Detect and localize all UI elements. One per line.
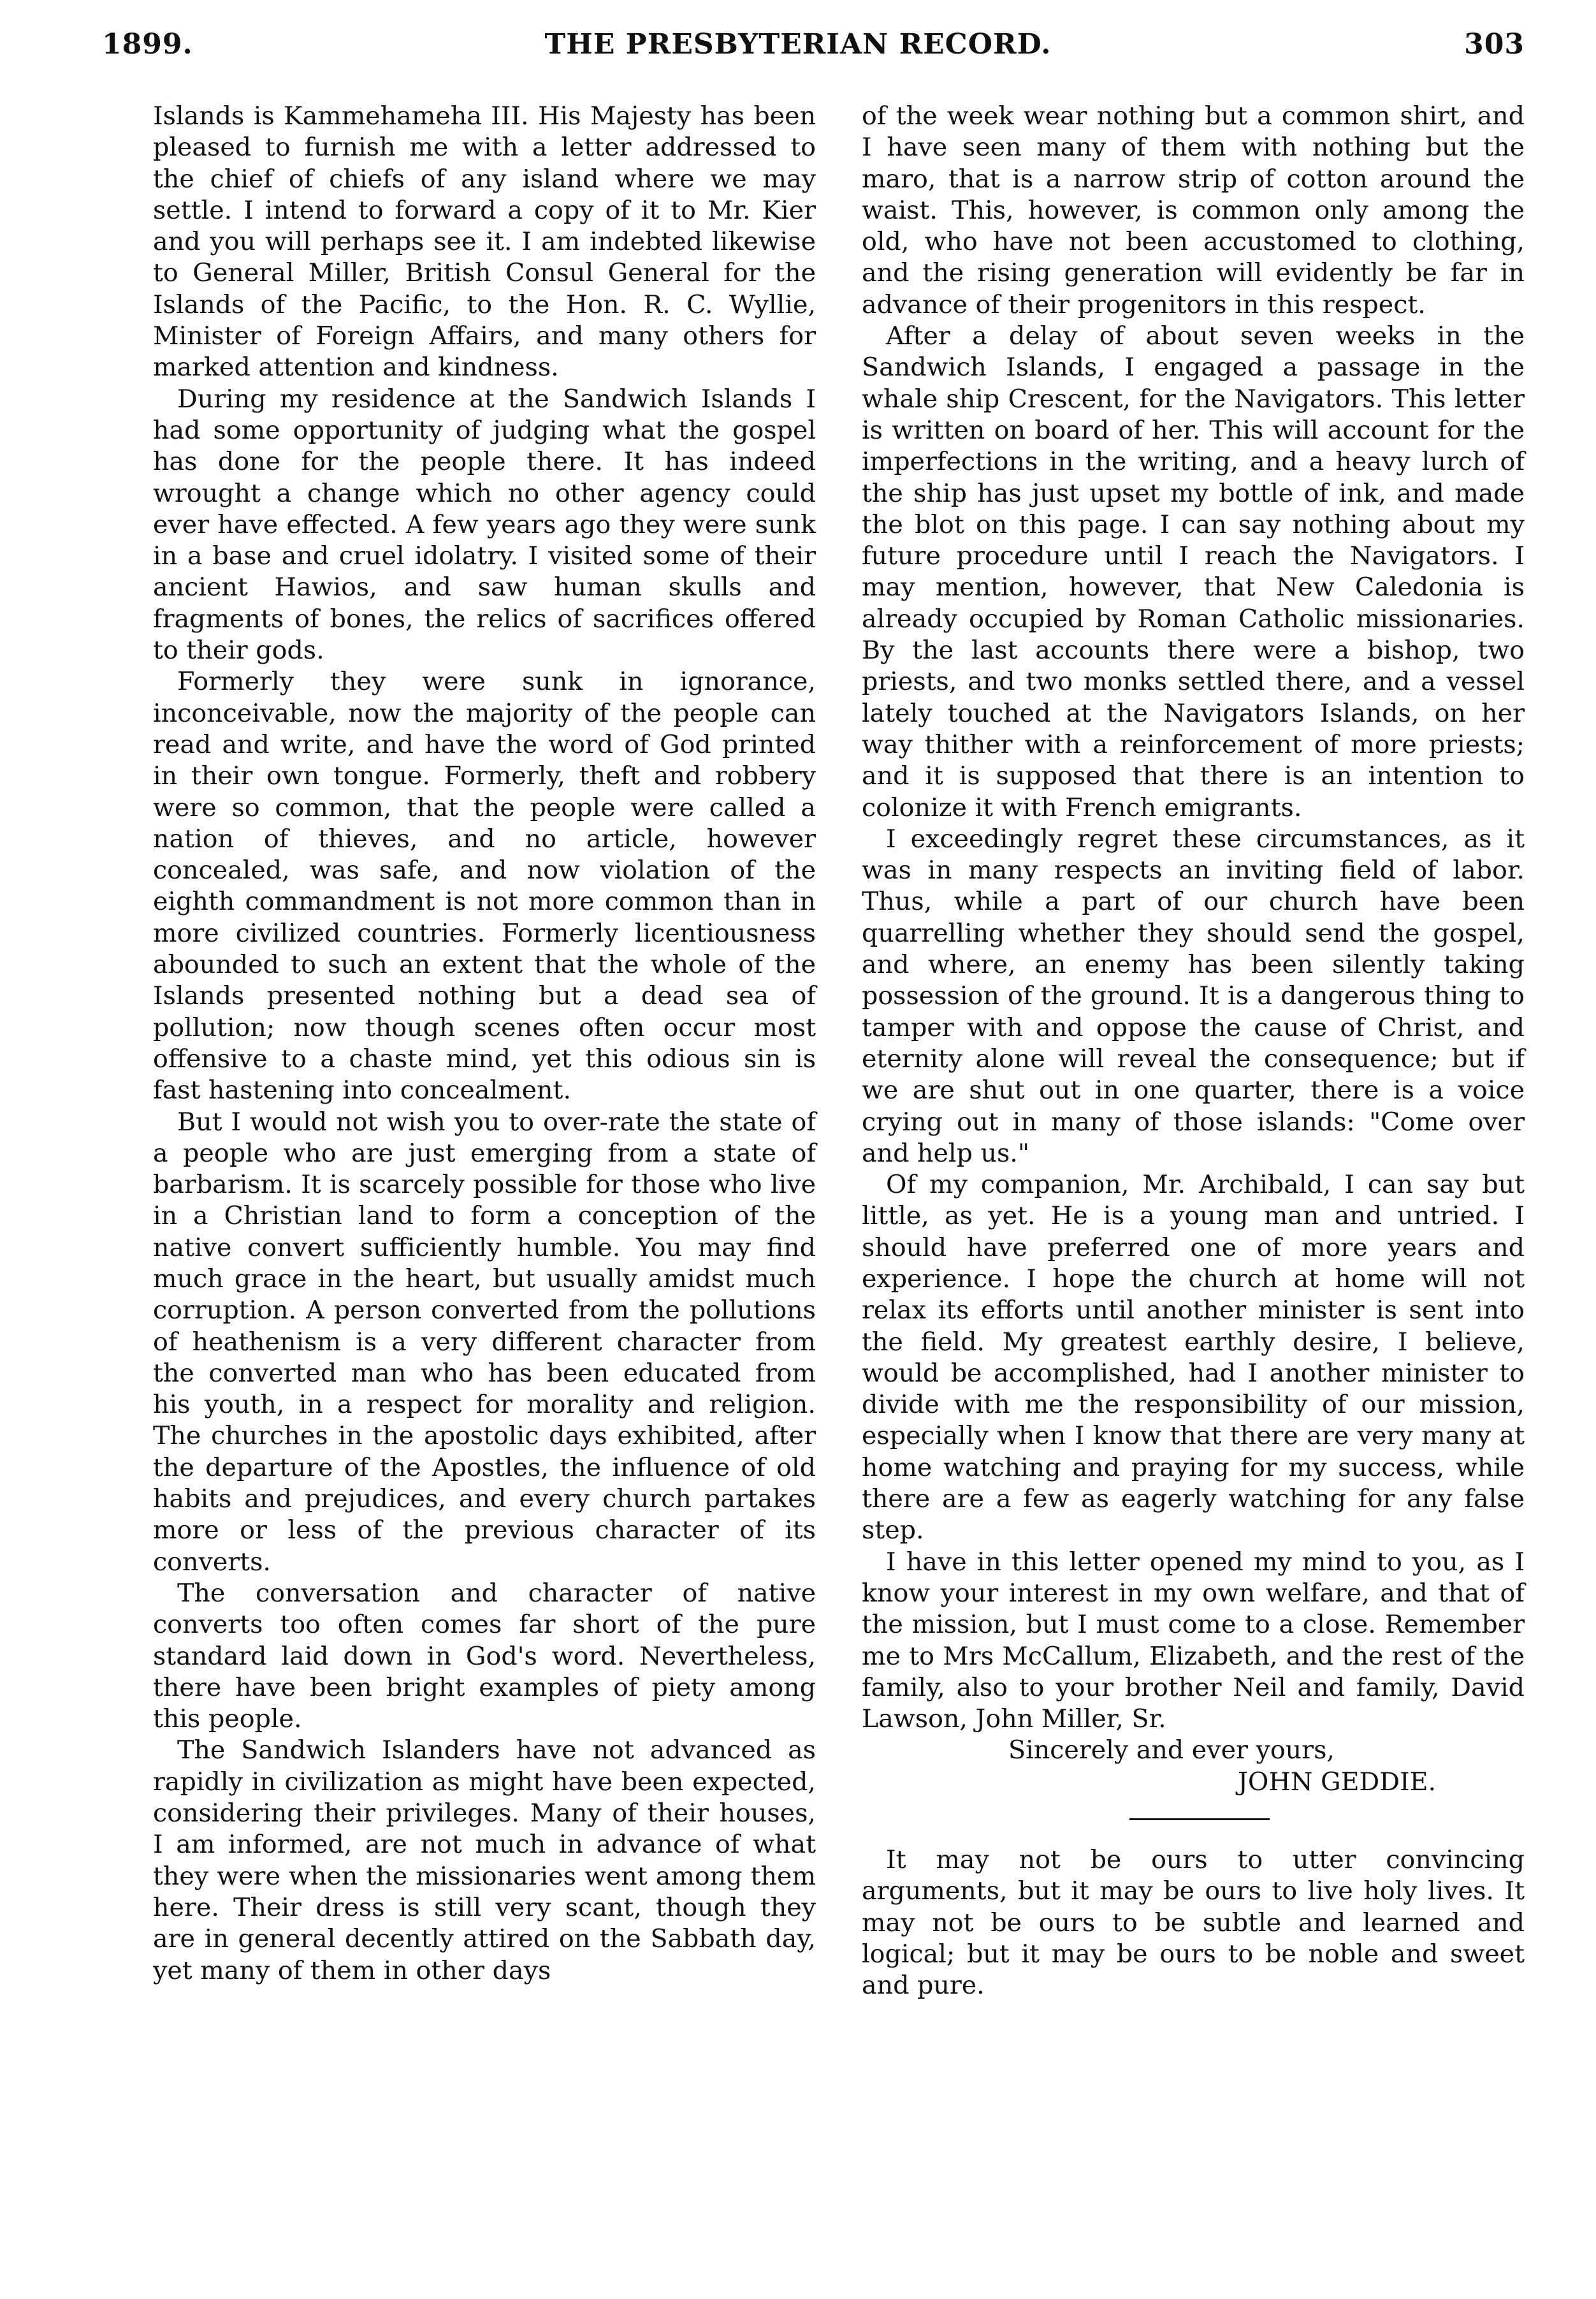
- paragraph: During my residence at the Sandwich Islands I had some opportunity of judging what the gospel has done for the people there. It has indeed wrought a change which no other agency could ever have effected. A few years ago they were sunk in a base and cruel idolatry. I visited some of their ancient Hawios, and saw human skulls and fragments of bones, the relics of sacrifices offered to their gods.: [153, 384, 816, 666]
- paragraph: I exceedingly regret these circumstances, as it was in many respects an inviting field of labor. Thus, while a part of our church have been quarrelling whether they should send the gospel, and where, an enemy has been silently taking possession of the ground. It is a dangerous thing to tamper with and oppose the cause of Christ, and eternity alone will reveal the consequence; but if we are shut out in one quarter, there is a voice crying out in many of those islands: "Come over and help us.": [862, 824, 1525, 1168]
- paragraph: I have in this letter opened my mind to you, as I know your interest in my own welfare, and that of the mission, but I must come to a close. Remember me to Mrs McCallum, Elizabeth, and the rest of the family, also to your brother Neil and family, David Lawson, John Miller, Sr.: [862, 1547, 1525, 1734]
- left-column: [153, 101, 816, 1987]
- closing-quote: It may not be ours to utter convincing arguments, but it may be ours to live holy lives. It may not be ours to be subtle and learned and logical; but it may be ours to be noble and sweet and pure.: [862, 1845, 1525, 2001]
- letter-signature: JOHN GEDDIE.: [1238, 1767, 1437, 1797]
- paragraph: The conversation and character of native converts too often comes far short of the pure standard laid down in God's word. Nevertheless, there have been bright examples of piety among this people.: [153, 1578, 816, 1734]
- paragraph: After a delay of about seven weeks in the Sandwich Islands, I engaged a passage in the whale ship Crescent, for the Navigators. This letter is written on board of her. This will account for the imperfections in the writing, and a heavy lurch of the ship has just upset my bottle of ink, and made the blot on this page. I can say nothing about my future procedure until I reach the Navigators. I may mention, however, that New Caledonia is already occupied by Roman Catholic missionaries. By the last accounts there were a bishop, two priests, and two monks settled there, and a vessel lately touched at the Navigators Islands, on her way thither with a reinforcement of more priests; and it is supposed that there is an intention to colonize it with French emigrants.: [862, 321, 1525, 822]
- header-year: 1899.: [102, 28, 193, 61]
- paragraph: Islands is Kammehameha III. His Majesty has been pleased to furnish me with a letter addressed to the chief of chiefs of any island where we may settle. I intend to forward a copy of it to Mr. Kier and you will perhaps see it. I am indebted likewise to General Miller, British Consul General for the Islands of the Pacific, to the Hon. R. C. Wyllie, Minister of Foreign Affairs, and many others for marked attention and kindness.: [153, 101, 816, 383]
- paragraph: of the week wear nothing but a common shirt, and I have seen many of them with nothing but the maro, that is a narrow strip of cotton around the waist. This, however, is common only among the old, who have not been accustomed to clothing, and the rising generation will evidently be far in advance of their progenitors in this respect.: [862, 101, 1525, 319]
- section-divider: [1129, 1818, 1270, 1820]
- paragraph: The Sandwich Islanders have not advanced as rapidly in civilization as might have been expected, considering their privileges. Many of their houses, I am informed, are not much in advance of what they were when the missionaries went among them here. Their dress is still very scant, though they are in general decently attired on the Sabbath day, yet many of them in other days: [153, 1735, 816, 1985]
- letter-closing: Sincerely and ever yours,: [1008, 1735, 1335, 1765]
- paragraph: Of my companion, Mr. Archibald, I can say but little, as yet. He is a young man and untried. I should have preferred one of more years and experience. I hope the church at home will not relax its efforts until another minister is sent into the field. My greatest earthly desire, I believe, would be accomplished, had I another minister to divide with me the responsibility of our mission, especially when I know that there are very many at home watching and praying for my success, while there are a few as eagerly watching for any false step.: [862, 1170, 1525, 1545]
- right-column: [862, 101, 1525, 2002]
- paragraph: Formerly they were sunk in ignorance, inconceivable, now the majority of the people can read and write, and have the word of God printed in their own tongue. Formerly, theft and robbery were so common, that the people were called a nation of thieves, and no article, however concealed, was safe, and now violation of the eighth commandment is not more common than in more civilized countries. Formerly licentiousness abounded to such an extent that the whole of the Islands presented nothing but a dead sea of pollution; now though scenes often occur most offensive to a chaste mind, yet this odious sin is fast hastening into concealment.: [153, 667, 816, 1106]
- header-title: THE PRESBYTERIAN RECORD.: [544, 28, 1052, 61]
- page-number: 303: [1464, 28, 1525, 61]
- paragraph: But I would not wish you to over-rate the state of a people who are just emerging from a state of barbarism. It is scarcely possible for those who live in a Christian land to form a conception of the native convert sufficiently humble. You may find much grace in the heart, but usually amidst much corruption. A person converted from the pollutions of heathenism is a very different character from the converted man who has been educated from his youth, in a respect for morality and religion. The churches in the apostolic days exhibited, after the departure of the Apostles, the influence of old habits and prejudices, and every church partakes more or less of the previous character of its converts.: [153, 1107, 816, 1577]
- page-header: [0, 0, 1596, 89]
